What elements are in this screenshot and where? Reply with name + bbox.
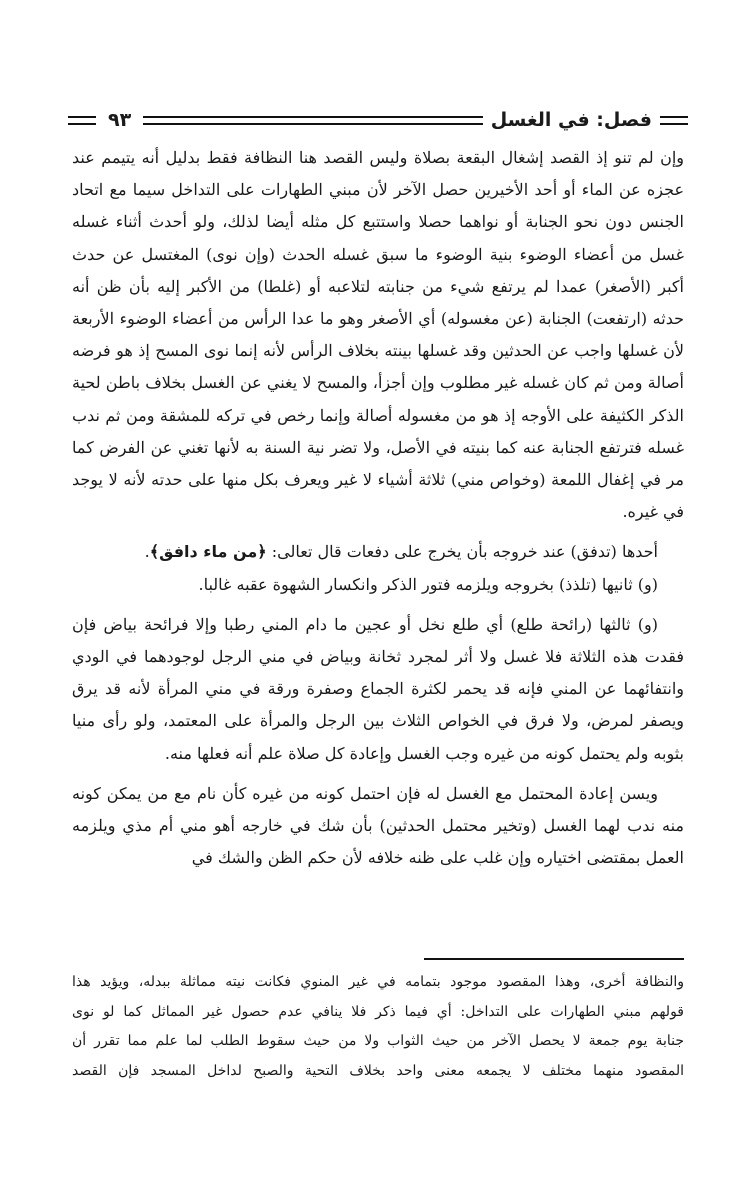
paragraph-1: وإن لم تنو إذ القصد إشغال البقعة بصلاة وليس القصد هنا النظافة فقط بدليل أنه يتيمم عند عجزه عن الماء أو أحد الأخيرين حصل الآخر لأن مبني الطهارات على التداخل سيما مع اتحاد الجنس دون نحو الجنابة أو نواهما حصلا واستتبع كل مثله أيضا لذلك، ولو أحدث أثناء غسله غسل من أعضاء الوضوء بنية الوضوء ما سبق غسله الحدث (وإن نوى) المغتسل عن حدث أكبر (الأصغر) عمدا لم يرتفع شيء من جنابته لتلاعبه أو (غلطا) من الأكبر إليه بأن ظن أنه حدثه (ارتفعت) الجنابة (عن مغسوله) أي الأصغر وهو ما عدا الرأس من أعضاء الوضوء الأربعة لأن غسلها واجب عن الحدثين وقد غسلها بينته بخلاف الرأس لأنه إنما نوى المسح إذ هو فرضه أصالة ومن ثم كان غسله غير مطلوب وإن أجزأ، والمسح لا يغني عن الغسل بخلاف باطن لحية الذكر الكثيفة على الأوجه إذ هو من مغسوله أصالة وإنما رخص في تركه للمشقة ومن ثم ندب غسله فترتفع الجنابة عنه كما بنيته في الأصل، ولا تضر نية السنة به لأنها تغني عن الفرض كما مر في إغفال اللمعة (وخواص مني) ثلاثة أشياء لا غير ويعرف بكل منها على حدته لأنه لا يوجد في غيره. (72, 148, 685, 522)
header-rule-right (660, 116, 688, 125)
paragraph-2 (72, 536, 684, 568)
running-header (68, 104, 688, 136)
footnote-line: المقصود منهما مختلف لا يجمعه معنى واحد بخلاف التحية والصبح لداخل المسجد فإن القصد (72, 1062, 684, 1079)
paragraph-2-end: . (144, 542, 150, 562)
footnote-separator (424, 958, 684, 960)
header-rule-middle (143, 116, 483, 125)
main-text (72, 142, 684, 874)
footnote-line: والنظافة أخرى، وهذا المقصود موجود بتمامه في غير المنوي فكانت نيته مماثلة ببدله، ويؤيد هذا (72, 974, 684, 990)
footnotes (72, 968, 684, 1086)
paragraph-5: ويسن إعادة المحتمل مع الغسل له فإن احتمل كونه من غيره كأن نام مع من يمكن كونه منه ندب لهما الغسل (وتخير محتمل الحدثين) بأن شك في خارجه أهو مني أم مذي ويلزمه العمل بمقتضى اختياره وإن غلب على ظنه خلافه لأن حكم الظن والشك في (72, 783, 684, 868)
footnote-line: قولهم مبني الطهارات على التداخل: أي فيما ذكر فلا ينافي عدم حصول غير المماثل كما لو نوى (72, 1003, 684, 1020)
page-number: ٩٣ (108, 109, 132, 131)
paragraph-3: (و) ثانيها (تلذذ) بخروجه ويلزمه فتور الذكر وانكسار الشهوة عقبه غالبا. (198, 574, 658, 594)
chapter-title: فصل: في الغسل (490, 109, 652, 131)
paragraph-4: (و) ثالثها (رائحة طلع) أي طلع نخل أو عجين ما دام المني رطبا وإلا فرائحة بياض فإن فقدت هذه الثلاثة فلا غسل ولا أثر لمجرد ثخانة وبياض في مني الرجل لوجودهما في الودي وانتفائهما عن المني فإنه قد يحمر لكثرة الجماع وصفرة ورقة في مني المرأة لأنه قد يرق ويصفر لمرض، ولا فرق في الخواص الثلاث بين الرجل والمرأة على المعتمد، ولو رأى منيا بثوبه ولم يحتمل كونه من غيره وجب الغسل وإعادة كل صلاة علم أنه فعلها منه. (72, 614, 684, 763)
footnote-line: جنابة يوم جمعة لا يحصل الآخر من حيث الثواب ولا من حيث سقوط الطلب لما علم مما تقرر أن (72, 1033, 684, 1049)
paragraph-2-text: أحدها (تدفق) عند خروجه بأن يخرج على دفعات قال تعالى: (266, 542, 658, 562)
header-rule-left (68, 116, 96, 125)
quran-verse: ﴿من ماء دافق﴾ (149, 542, 267, 562)
